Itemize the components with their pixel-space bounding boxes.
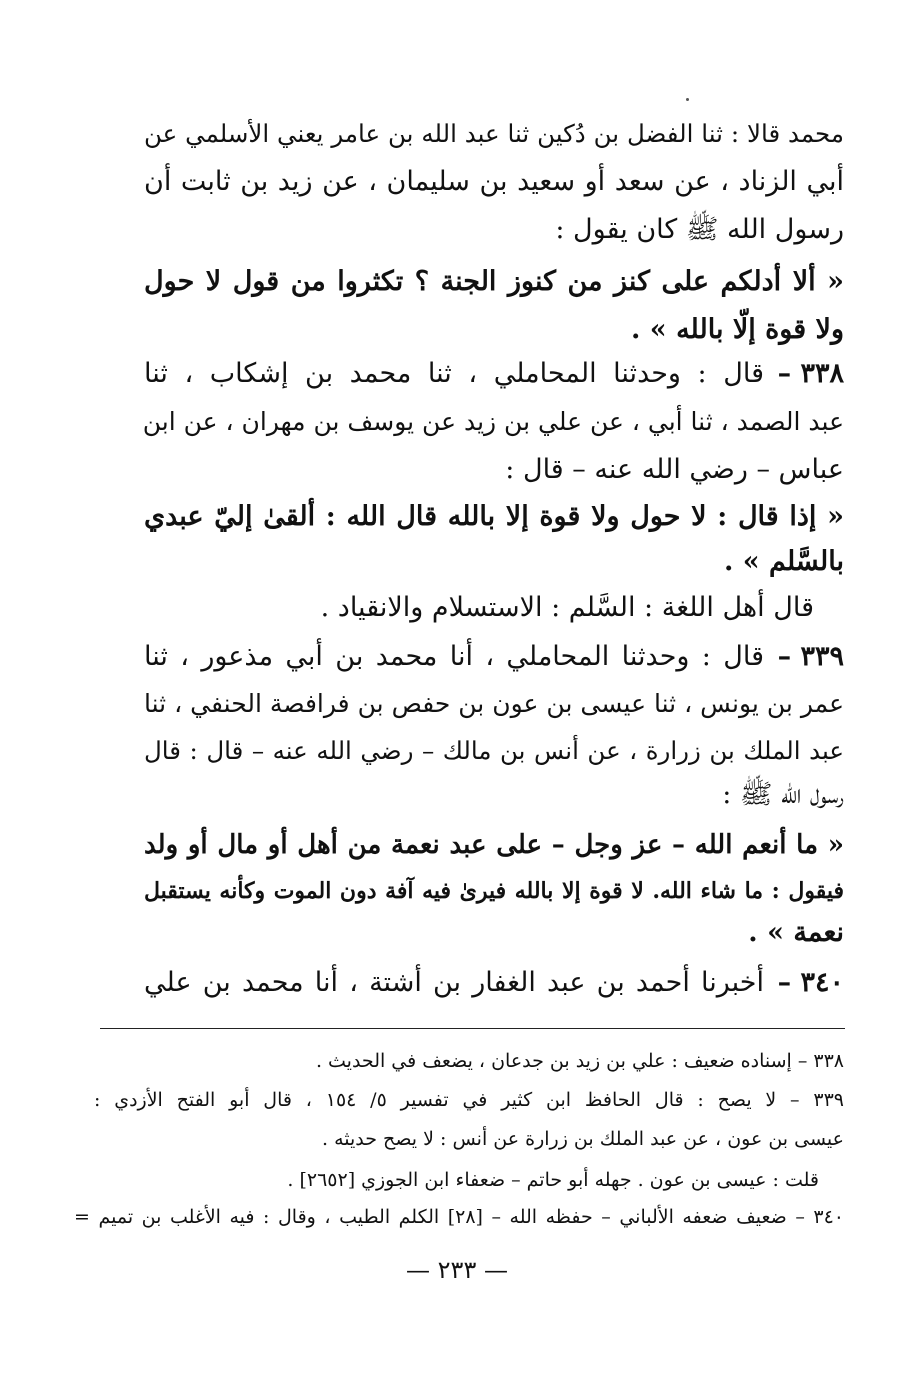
footnote-separator — [100, 1028, 845, 1029]
footnote-line: عيسى بن عون ، عن عبد الملك بن زرارة عن أنس : لا يصح حديثه . — [322, 1128, 844, 1150]
body-line: رسول الله ﷺ كان يقول : — [555, 214, 844, 245]
body-line: أخبرنا أحمد بن عبد الغفار بن أشتة ، أنا محمد بن علي — [144, 967, 764, 998]
body-line: قال أهل اللغة : السَّلم : الاستسلام والانقياد . — [320, 592, 814, 623]
hadith-text-line: « ألا أدلكم على كنز من كنوز الجنة ؟ تكثروا من قول لا حول — [144, 266, 844, 297]
hadith-text-line: بالسَّلم » . — [723, 546, 844, 577]
hadith-text-line: ولا قوة إلّا بالله » . — [631, 314, 844, 345]
hadith-text-line: « إذا قال : لا حول ولا قوة إلا بالله قال الله : ألقىٰ إليّ عبدي — [144, 501, 844, 532]
body-line: رسول الله ﷺ : — [722, 779, 844, 810]
page-number: — ٢٣٣ — — [406, 1256, 508, 1284]
hadith-number: ٣٣٩ – — [777, 641, 844, 672]
footnote-line: ٣٣٩ – لا يصح : قال الحافظ ابن كثير في تفسير ٥/ ١٥٤ ، قال أبو الفتح الأزدي : — [94, 1089, 844, 1111]
body-line: عباس – رضي الله عنه – قال : — [505, 454, 844, 485]
footnote-line: قلت : عيسى بن عون . جهله أبو حاتم – ضعفاء ابن الجوزي [٢٦٥٢] . — [287, 1169, 819, 1191]
page-speck — [686, 98, 689, 101]
body-line: أبي الزناد ، عن سعد أو سعيد بن سليمان ، عن زيد بن ثابت أن — [144, 166, 844, 197]
body-line: عبد الملك بن زرارة ، عن أنس بن مالك – رضي الله عنه – قال : قال — [144, 736, 844, 765]
hadith-text-line: « ما أنعم الله – عز وجل – على عبد نعمة من أهل أو مال أو ولد — [144, 830, 844, 860]
footnote-line: ٣٣٨ – إسناده ضعيف : علي بن زيد بن جدعان ، يضعف في الحديث . — [315, 1050, 844, 1072]
hadith-text-line: فيقول : ما شاء الله. لا قوة إلا بالله فيرىٰ فيه آفة دون الموت وكأنه يستقبل — [144, 878, 844, 904]
hadith-text-line: نعمة » . — [748, 917, 844, 948]
footnote-line: ٣٤٠ – ضعيف ضعفه الألباني – حفظه الله – [٢٨] الكلم الطيب ، وقال : فيه الأغلب بن تميم = — [74, 1206, 844, 1228]
body-line: عبد الصمد ، ثنا أبي ، عن علي بن زيد عن يوسف بن مهران ، عن ابن — [142, 407, 844, 436]
body-line: محمد قالا : ثنا الفضل بن دُكين ثنا عبد الله بن عامر يعني الأسلمي عن — [144, 119, 844, 148]
body-line: عمر بن يونس ، ثنا عيسى بن عون بن حفص بن فرافصة الحنفي ، ثنا — [144, 689, 844, 718]
body-line: قال : وحدثنا المحاملي ، ثنا محمد بن إشكاب ، ثنا — [144, 358, 764, 389]
hadith-number: ٣٤٠ – — [777, 967, 844, 998]
hadith-number: ٣٣٨ – — [777, 358, 844, 389]
body-line: قال : وحدثنا المحاملي ، أنا محمد بن أبي مذعور ، ثنا — [144, 641, 764, 672]
